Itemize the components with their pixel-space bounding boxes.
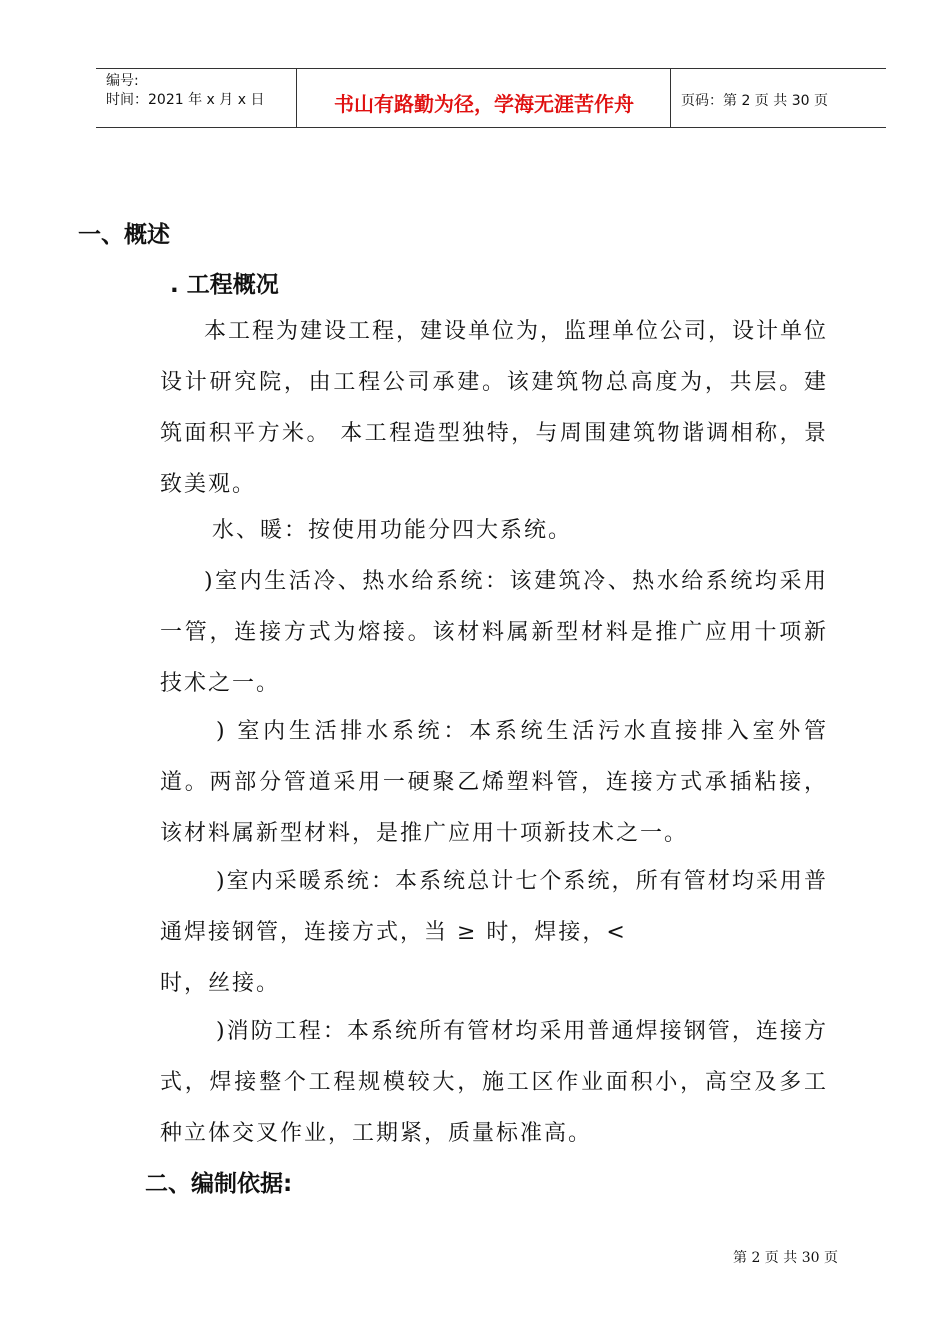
- page-header: [96, 68, 886, 128]
- paragraph-drainage-system: ) 室内生活排水系统：本系统生活污水直接排入室外管道。两部分管道采用一硬聚乙烯塑料管，连接方式承插粘接，该材料属新型材料，是推广应用十项新技术之一。: [160, 719, 828, 846]
- paragraph-water-supply-system: )室内生活冷、热水给系统：该建筑冷、热水给系统均采用一管，连接方式为熔接。该材料属新型材料是推广应用十项新技术之一。: [160, 569, 828, 696]
- header-info-cell: [96, 69, 297, 127]
- paragraph-project-description: 本工程为建设工程，建设单位为，监理单位公司，设计单位设计研究院，由工程公司承建。该建筑物总高度为，共层。建筑面积平方米。 本工程造型独特，与周围建筑物谐调相称，景致美观。: [160, 319, 829, 497]
- paragraph-heating-system: [160, 856, 828, 1009]
- header-motto-cell: [297, 69, 671, 127]
- subsection-title-project-overview: . 工程概况: [170, 272, 279, 298]
- serial-number-label: 编号:: [106, 73, 139, 89]
- page-footer-number: 第 2 页 共 30 页: [733, 1250, 838, 1266]
- section-title-basis: 二、编制依据:: [145, 1171, 293, 1197]
- section-title-overview: 一、概述: [78, 222, 170, 248]
- header-page-code: 页码：第 2 页 共 30 页: [681, 93, 828, 109]
- header-page-cell: [671, 69, 886, 127]
- header-motto: 书山有路勤为径，学海无涯苦作舟: [334, 92, 634, 116]
- heating-system-line-2: 时，丝接。: [160, 971, 281, 996]
- heating-system-line-1: )室内采暖系统：本系统总计七个系统，所有管材均采用普通焊接钢管，连接方式，当 ≥ 时，焊接，<: [160, 869, 828, 945]
- paragraph-fire-protection: )消防工程：本系统所有管材均采用普通焊接钢管，连接方式，焊接整个工程规模较大，施工区作业面积小，高空及多工种立体交叉作业，工期紧，质量标准高。: [160, 1019, 828, 1146]
- date-label: 时间：2021 年 x 月 x 日: [106, 92, 265, 108]
- paragraph-water-heating-systems: 水、暖：按使用功能分四大系统。: [212, 518, 573, 543]
